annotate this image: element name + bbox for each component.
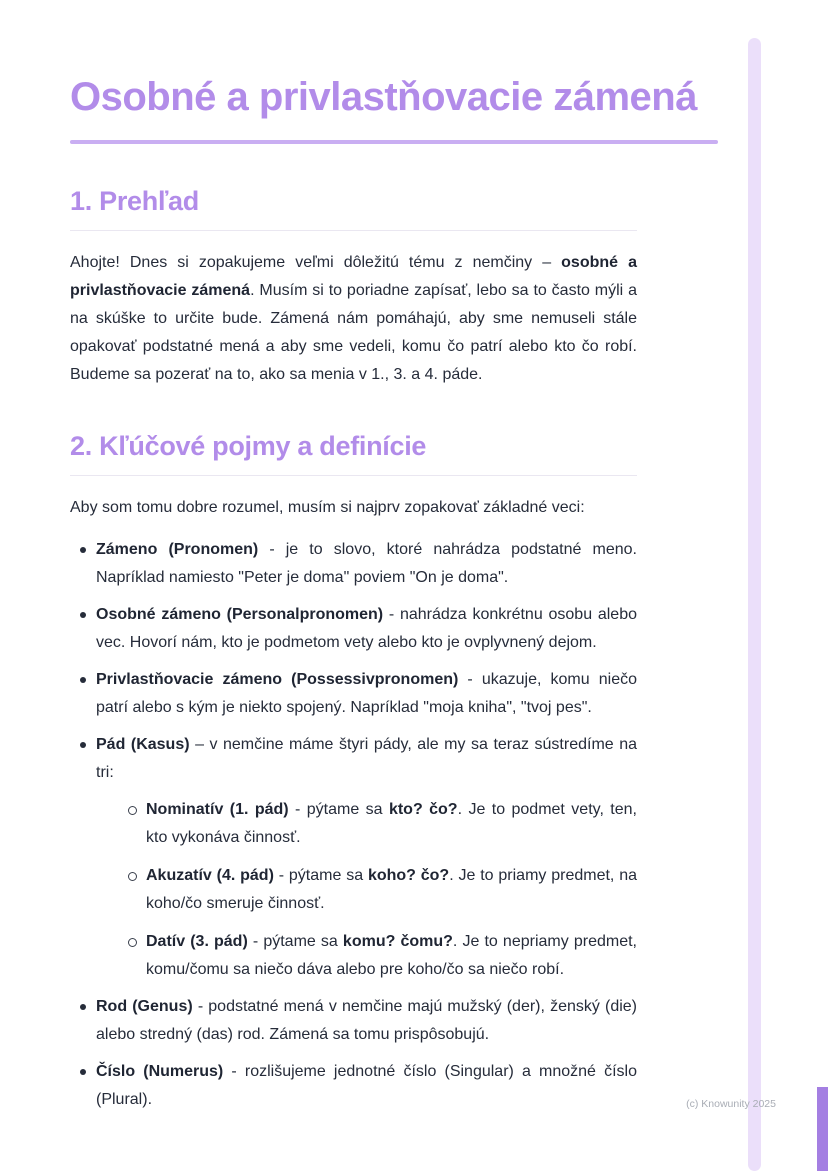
key-term-item: Zámeno (Pronomen) - je to slovo, ktoré nahrádza podstatné meno. Napríklad namiesto "Peter je doma" poviem "On je doma".	[70, 536, 637, 592]
title-divider	[70, 140, 718, 144]
document-title: Osobné a privlastňovacie zámená	[70, 75, 697, 119]
bold-text: Datív (3. pád)	[146, 933, 248, 950]
key-terms-list	[70, 536, 637, 1114]
case-sub-item: Datív (3. pád) - pýtame sa komu? čomu?. Je to nepriamy predmet, komu/čomu sa niečo dáva alebo pre koho/čo sa niečo robí.	[120, 928, 637, 984]
bold-text: Privlastňovacie zámeno (Possessivpronomen)	[96, 671, 459, 688]
key-term-item: Pád (Kasus) – v nemčine máme štyri pády, ale my sa teraz sústredíme na tri: Nominatív (1. pád) - pýtame sa kto? čo?. Je to podmet vety, ten, kto vykonáva činnosť. Akuzatív (4. pád) - pýtame sa koho? čo?. Je to priamy predmet, na koho/čo smeruje činnosť. Datív (3. pád) - pýtame sa komu? čomu?. Je to nepriamy predmet, komu/čomu sa niečo dáva alebo pre koho/čo sa niečo robí.	[70, 731, 637, 984]
bold-text: Nominatív (1. pád)	[146, 801, 289, 818]
section-1-divider	[70, 230, 637, 231]
intro-paragraph: Ahojte! Dnes si zopakujeme veľmi dôležitú tému z nemčiny – osobné a privlastňovacie zámená. Musím si to poriadne zapísať, lebo sa to často mýli a na skúške to určite bude. Zámená nám pomáhajú, aby sme nemuseli stále opakovať podstatné mená a aby sme vedeli, komu čo patrí alebo kto čo robí. Budeme sa pozerať na to, ako sa menia v 1., 3. a 4. páde.	[70, 254, 638, 383]
section-1-heading: 1. Prehľad	[70, 186, 199, 216]
key-term-item: Osobné zámeno (Personalpronomen) - nahrádza konkrétnu osobu alebo vec. Hovorí nám, kto je podmetom vety alebo kto je ovplyvnený dejom.	[70, 601, 637, 657]
bold-text: koho? čo?	[367, 867, 450, 884]
scrollbar-track[interactable]	[748, 38, 761, 1171]
bold-text: Pád (Kasus)	[96, 736, 190, 753]
section-pojmy	[70, 429, 637, 1114]
section-prehlad	[70, 184, 637, 389]
case-sub-item: Nominatív (1. pád) - pýtame sa kto? čo?. Je to podmet vety, ten, kto vykonáva činnosť.	[120, 796, 637, 852]
bold-text: osobné a privlastňovacie zámená	[70, 254, 637, 299]
key-term-item: Číslo (Numerus) - rozlišujeme jednotné číslo (Singular) a množné číslo (Plural).	[70, 1058, 637, 1114]
key-term-item: Rod (Genus) - podstatné mená v nemčine majú mužský (der), ženský (die) alebo stredný (das) rod. Zámená sa tomu prispôsobujú.	[70, 993, 637, 1049]
bold-text: Zámeno (Pronomen)	[96, 541, 259, 558]
key-terms-intro: Aby som tomu dobre rozumel, musím si najprv zopakovať základné veci:	[70, 499, 585, 516]
key-term-item: Privlastňovacie zámeno (Possessivpronomen) - ukazuje, komu niečo patrí alebo s kým je niekto spojený. Napríklad "moja kniha", "tvoj pes".	[70, 666, 637, 722]
footer-credit: (c) Knowunity 2025	[686, 1098, 776, 1110]
bold-text: Osobné zámeno (Personalpronomen)	[96, 606, 384, 623]
page-edge-accent	[817, 1087, 828, 1171]
document-content	[70, 0, 697, 1123]
bold-text: Číslo (Numerus)	[96, 1063, 224, 1080]
case-sub-list	[96, 796, 637, 984]
section-2-heading: 2. Kľúčové pojmy a definície	[70, 431, 427, 461]
bold-text: kto? čo?	[388, 801, 458, 818]
bold-text: komu? čomu?	[342, 933, 453, 950]
bold-text: Rod (Genus)	[96, 998, 193, 1015]
case-sub-item: Akuzatív (4. pád) - pýtame sa koho? čo?. Je to priamy predmet, na koho/čo smeruje činnosť.	[120, 862, 637, 918]
bold-text: Akuzatív (4. pád)	[146, 867, 274, 884]
section-2-divider	[70, 475, 637, 476]
